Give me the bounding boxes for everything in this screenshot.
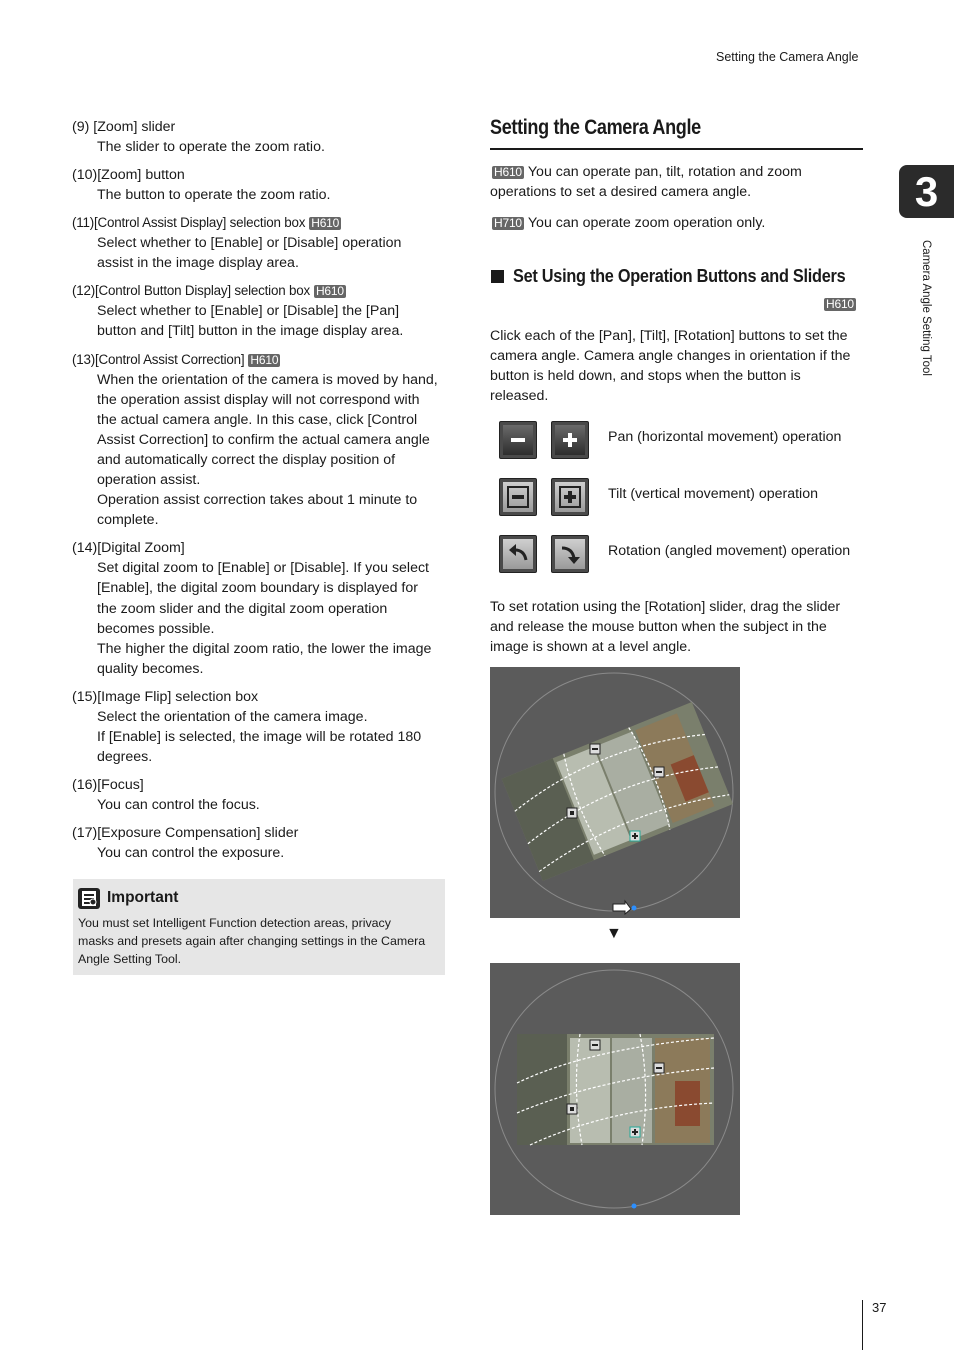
- definition-item: [72, 213, 452, 273]
- model-badge-h610: H610: [494, 164, 522, 179]
- important-icon: [78, 888, 100, 909]
- plus-icon: [560, 430, 580, 450]
- minus-icon: [508, 430, 528, 450]
- definition-item: [72, 687, 452, 767]
- definition-item: [72, 823, 452, 863]
- model-badge: H610: [311, 216, 340, 231]
- definition-text: becomes possible.: [97, 620, 215, 637]
- pan-plus-button[interactable]: [551, 421, 589, 459]
- definition-text: The button to operate the zoom ratio.: [97, 187, 331, 204]
- operation-paragraph: Click each of the [Pan], [Tilt], [Rotation] buttons to set the camera angle. Camera angle changes in orientation if the button is held down, and stops when the button is released.: [490, 328, 851, 404]
- definition-text: assist in the image display area.: [97, 255, 299, 272]
- boxed-minus-icon: [506, 485, 530, 509]
- definition-item: [72, 281, 452, 341]
- important-text: You must set Intelligent Function detection areas, privacy masks and presets again after changing settings in the Camera Angle Setting Tool.: [78, 916, 426, 966]
- definition-term: (11)[Control Assist Display] selection box H610: [72, 215, 340, 231]
- intro-h710: H710 You can operate zoom operation only.: [494, 215, 766, 231]
- rotation-paragraph: To set rotation using the [Rotation] slider, drag the slider and release the mouse button when the subject in the image is shown at a level angle.: [490, 599, 841, 655]
- rotate-right-icon: [558, 542, 582, 566]
- definition-text: You can control the exposure.: [97, 845, 285, 862]
- pan-label: Pan (horizontal movement) operation: [608, 429, 842, 445]
- definition-text: Assist Correction] to confirm the actual camera angle: [97, 431, 430, 448]
- definition-text: The slider to operate the zoom ratio.: [97, 139, 325, 155]
- definition-text: [Enable], the digital zoom boundary is displayed for: [97, 580, 418, 597]
- definition-term: (10)[Zoom] button: [72, 167, 185, 184]
- section-title: Setting the Camera Angle: [490, 116, 701, 139]
- intro-h610: H610 You can operate pan, tilt, rotation and zoom operations to set a desired camera angle.: [490, 164, 802, 200]
- definition-text: the zoom slider and the digital zoom operation: [97, 600, 388, 617]
- camera-view-after[interactable]: [490, 963, 740, 1215]
- rotate-left-button[interactable]: [499, 535, 537, 573]
- definition-term: (12)[Control Button Display] selection box H610: [72, 283, 344, 299]
- footer-rule: [862, 1300, 863, 1350]
- definition-text: When the orientation of the camera is moved by hand,: [97, 371, 438, 388]
- important-box: [73, 879, 445, 975]
- definition-text: The higher the digital zoom ratio, the lower the image: [97, 640, 432, 657]
- boxed-plus-icon: [558, 485, 582, 509]
- definition-item: [72, 350, 452, 531]
- definition-item: [72, 775, 452, 815]
- chapter-number: 3: [914, 168, 939, 215]
- model-badge: H610: [250, 352, 279, 367]
- definition-text: complete.: [97, 512, 159, 529]
- page-number: 37: [872, 1300, 887, 1315]
- definition-term: (9) [Zoom] slider: [72, 119, 176, 135]
- definition-term: (16)[Focus]: [72, 777, 144, 794]
- definition-text: the operation assist display will not correspond with: [97, 391, 420, 408]
- definition-term: (14)[Digital Zoom]: [72, 540, 185, 557]
- definition-text: Select the orientation of the camera image.: [97, 708, 368, 725]
- chapter-tab: [899, 165, 954, 218]
- definition-item: [72, 117, 452, 157]
- definition-text: If [Enable] is selected, the image will be rotated 180: [97, 728, 422, 745]
- definition-term: (17)[Exposure Compensation] slider: [72, 825, 299, 842]
- definition-item: [72, 538, 452, 679]
- subsection-title: Set Using the Operation Buttons and Sliders: [513, 265, 846, 286]
- running-header: Setting the Camera Angle: [716, 50, 859, 64]
- important-title: Important: [107, 889, 179, 906]
- subhead-badge: H610: [826, 297, 854, 312]
- camera-view-before[interactable]: [490, 667, 740, 918]
- tilt-minus-button[interactable]: [499, 478, 537, 516]
- definition-item: [72, 165, 452, 205]
- left-column: [72, 117, 452, 863]
- tilt-label: Tilt (vertical movement) operation: [608, 486, 818, 502]
- subhead-square-icon: [491, 270, 504, 283]
- definition-term: (15)[Image Flip] selection box: [72, 688, 259, 705]
- definition-text: and automatically correct the display position of: [97, 451, 396, 468]
- rotation-label: Rotation (angled movement) operation: [608, 543, 851, 559]
- definition-text: quality becomes.: [97, 660, 204, 677]
- chapter-side-title: Camera Angle Setting Tool: [920, 240, 932, 376]
- rotate-right-button[interactable]: [551, 535, 589, 573]
- definition-text: Select whether to [Enable] or [Disable] operation: [97, 235, 402, 252]
- down-arrow: ▼: [606, 925, 622, 942]
- definition-text: You can control the focus.: [97, 797, 260, 814]
- title-rule: [490, 148, 863, 150]
- definition-text: Set digital zoom to [Enable] or [Disable]. If you select: [97, 560, 429, 577]
- definition-text: operation assist.: [97, 472, 201, 489]
- rotate-left-icon: [506, 542, 530, 566]
- definition-text: the actual camera angle. In this case, click [Control: [97, 411, 418, 428]
- model-badge: H610: [315, 284, 344, 299]
- definition-term: (13)[Control Assist Correction] H610: [72, 351, 279, 367]
- definition-text: Operation assist correction takes about 1 minute to: [97, 492, 418, 509]
- model-badge-h710: H710: [494, 215, 522, 230]
- definition-text: Select whether to [Enable] or [Disable] the [Pan]: [97, 303, 400, 320]
- pan-minus-button[interactable]: [499, 421, 537, 459]
- definition-text: degrees.: [97, 749, 153, 766]
- tilt-plus-button[interactable]: [551, 478, 589, 516]
- definition-text: button and [Tilt] button in the image display area.: [97, 323, 404, 340]
